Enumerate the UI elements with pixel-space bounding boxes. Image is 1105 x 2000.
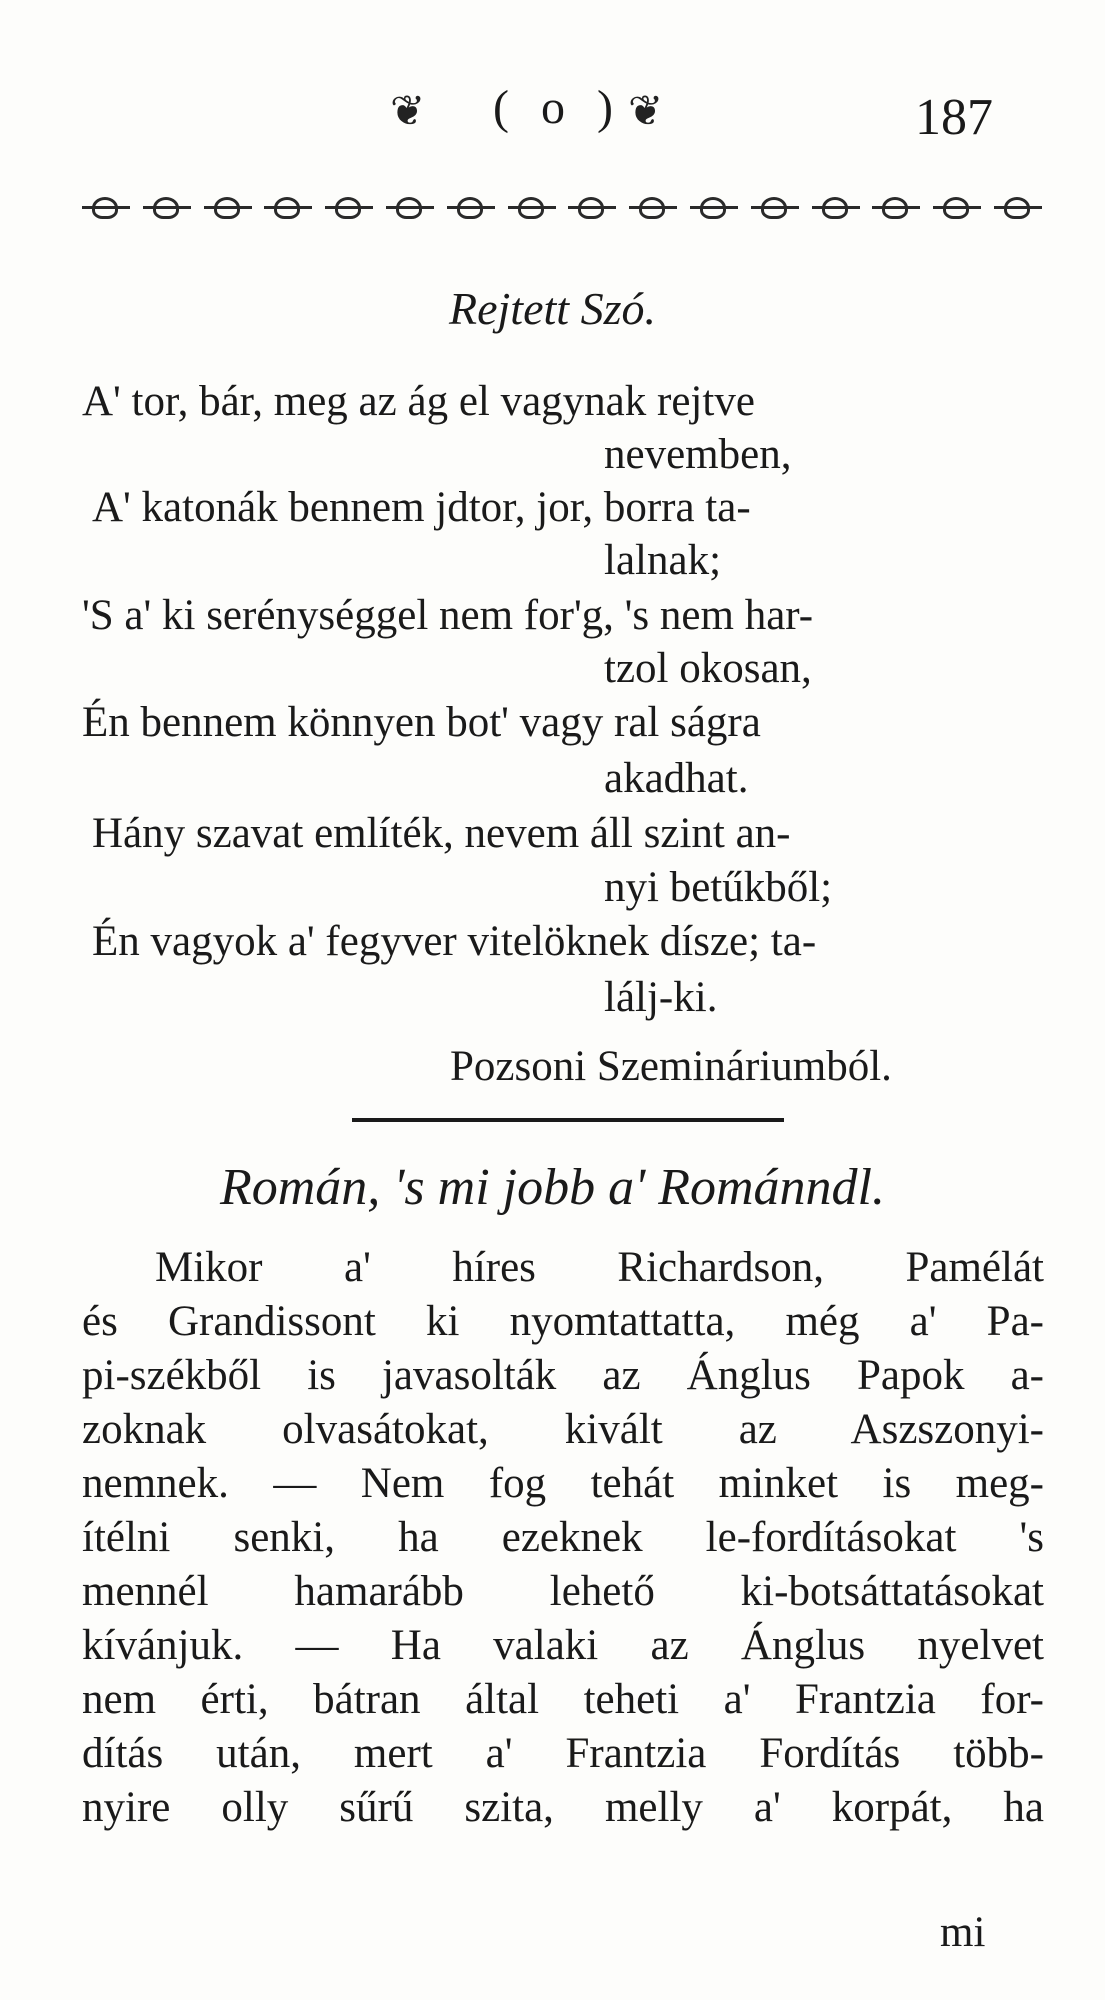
border-ornament-icon: [508, 193, 556, 223]
catchword: mi: [940, 1909, 986, 1956]
poem-line: nevemben,: [604, 431, 792, 478]
border-ornament-icon: [690, 193, 738, 223]
article-line: és Grandissont ki nyomtattatta, még a' Pa-: [82, 1298, 1044, 1345]
article-line: nemnek. — Nem fog tehát minket is meg-: [82, 1460, 1044, 1507]
border-ornament-icon: [447, 193, 495, 223]
poem-signature: Pozsoni Szemináriumból.: [450, 1043, 892, 1090]
poem-line: lalnak;: [604, 537, 722, 584]
border-ornament-icon: [264, 193, 312, 223]
article-line: ítélni senki, ha ezeknek le-fordításokat 's: [82, 1514, 1044, 1561]
decorative-border: [82, 188, 1042, 228]
border-ornament-icon: [204, 193, 252, 223]
article-title: Román, 's mi jobb a' Románndl.: [219, 1159, 885, 1216]
border-ornament-icon: [143, 193, 191, 223]
border-ornament-icon: [933, 193, 981, 223]
article-line: nyire olly sűrű szita, melly a' korpát, ha: [82, 1784, 1044, 1831]
header-mark: ( o ): [493, 81, 623, 134]
poem-line: A' tor, bár, meg az ág el vagynak rejtve: [82, 378, 755, 425]
article-line: kívánjuk. — Ha valaki az Ánglus nyelvet: [82, 1622, 1044, 1669]
poem-line: 'S a' ki serénységgel nem for'g, 's nem har-: [82, 592, 814, 639]
flower-ornament-icon: ❦: [628, 86, 664, 135]
article-line: pi-székből is javasolták az Ánglus Papok a-: [82, 1352, 1044, 1399]
article-line: dítás után, mert a' Frantzia Fordítás több-: [82, 1730, 1044, 1777]
poem-line: Hány szavat említék, nevem áll szint an-: [92, 810, 791, 857]
border-ornament-icon: [386, 193, 434, 223]
section-divider: [352, 1118, 784, 1122]
page-header: [0, 78, 1105, 148]
poem-line: lálj-ki.: [604, 974, 718, 1021]
poem-line: nyi betűkből;: [604, 864, 833, 911]
border-ornament-icon: [751, 193, 799, 223]
poem-line: Én bennem könnyen bot' vagy ral ságra: [82, 699, 761, 746]
border-ornament-icon: [872, 193, 920, 223]
border-ornament-icon: [629, 193, 677, 223]
border-ornament-icon: [812, 193, 860, 223]
poem-line: A' katonák bennem jdtor, jor, borra ta-: [92, 484, 751, 531]
poem-title: Rejtett Szó.: [449, 283, 656, 334]
border-ornament-icon: [994, 193, 1042, 223]
poem-line: Én vagyok a' fegyver vitelöknek dísze; ta-: [92, 918, 817, 965]
article-line: nem érti, bátran által teheti a' Frantzia for-: [82, 1676, 1044, 1723]
poem-line: tzol okosan,: [604, 645, 812, 692]
poem-line: akadhat.: [604, 755, 749, 802]
page-number: 187: [915, 89, 993, 146]
flower-ornament-icon: ❦: [390, 86, 426, 135]
article-line: zoknak olvasátokat, kivált az Aszszonyi-: [82, 1406, 1044, 1453]
border-ornament-icon: [568, 193, 616, 223]
border-ornament-icon: [82, 193, 130, 223]
article-line: Mikor a' híres Richardson, Pamélát: [155, 1244, 1044, 1291]
border-ornament-icon: [325, 193, 373, 223]
article-line: mennél hamarább lehető ki-botsáttatásokat: [82, 1568, 1044, 1615]
